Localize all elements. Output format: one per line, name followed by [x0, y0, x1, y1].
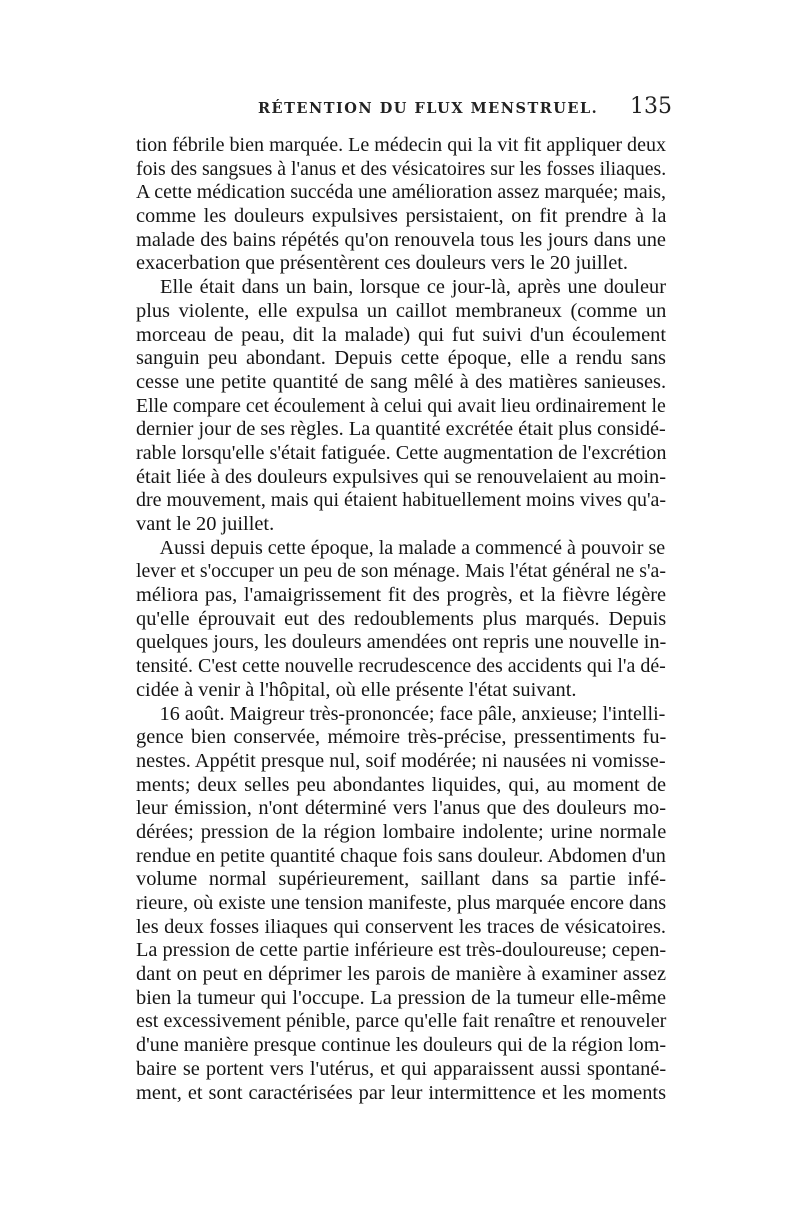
text-line: La pression de cette partie inférieure est très-douloureuse; cepen- [136, 939, 667, 962]
text-line: rieure, où existe une tension manifeste, plus marquée encore dans [136, 892, 667, 914]
paragraph [136, 134, 666, 276]
running-head [136, 92, 672, 128]
page-number: 135 [630, 94, 672, 119]
text-line: qu'elle éprouvait eut des redoublements plus marqués. Depuis [136, 607, 667, 630]
text-line: vant le 20 juillet. [136, 513, 275, 535]
text-line: leur émission, n'ont déterminé vers l'anus que des douleurs mo- [136, 797, 666, 820]
text-line: cesse une petite quantité de sang mêlé à des matières sanieuses. [136, 370, 667, 393]
text-line: cidée à venir à l'hôpital, où elle présente l'état suivant. [136, 678, 577, 701]
text-line: ment, et sont caractérisées par leur intermittence et les moments [136, 1081, 667, 1104]
text-line: méliora pas, l'amaigrissement fit des progrès, et la fièvre légère [136, 584, 667, 607]
text-line: d'une manière presque continue les douleurs qui de la région lom- [136, 1034, 667, 1057]
text-line: tensité. C'est cette nouvelle recrudescence des accidents qui l'a dé- [136, 655, 666, 678]
text-line: tion fébrile bien marquée. Le médecin qui la vit fit appliquer deux [136, 134, 667, 156]
text-line: 16 août. Maigreur très-prononcée; face pâle, anxieuse; l'intelli- [159, 702, 666, 725]
text-line: lever et s'occuper un peu de son ménage. Mais l'état général ne s'a- [136, 560, 666, 583]
paragraph [136, 537, 666, 703]
text-line: dant on peut en déprimer les parois de manière à examiner assez [136, 963, 666, 986]
paragraph [136, 703, 666, 1106]
text-line: dérées; pression de la région lombaire indolente; urine normale [136, 820, 667, 843]
body-text [136, 134, 666, 1105]
running-title: RÉTENTION DU FLUX MENSTRUEL. [258, 100, 599, 117]
text-line: Elle était dans un bain, lorsque ce jour-là, après une douleur [160, 276, 666, 299]
text-line: nestes. Appétit presque nul, soif modérée; ni nausées ni vomisse- [136, 749, 666, 772]
text-line: fois des sangsues à l'anus et des vésicatoires sur les fosses iliaques. [136, 157, 667, 180]
text-line: quelques jours, les douleurs amendées ont repris une nouvelle in- [136, 631, 667, 654]
text-line: volume normal supérieurement, saillant dans sa partie infé- [136, 868, 666, 891]
text-line: exacerbation que présentèrent ces douleurs vers le 20 juillet. [136, 252, 629, 275]
text-line: plus violente, elle expulsa un caillot membraneux (comme un [136, 299, 667, 322]
text-line: sanguin peu abondant. Depuis cette époque, elle a rendu sans [136, 347, 666, 370]
text-line: ments; deux selles peu abondantes liquides, qui, au moment de [136, 773, 666, 796]
text-line: rable lorsqu'elle s'était fatiguée. Cette augmentation de l'excrétion [136, 441, 667, 464]
text-line: dre mouvement, mais qui étaient habituellement moins vives qu'a- [136, 489, 667, 512]
text-line: les deux fosses iliaques qui conservent les traces de vésicatoires. [136, 915, 666, 938]
text-line: comme les douleurs expulsives persistaient, on fit prendre à la [136, 205, 667, 228]
text-line: A cette médication succéda une amélioration assez marquée; mais, [136, 181, 666, 204]
paragraph [136, 276, 666, 537]
text-line: morceau de peau, dit la malade) qui fut suivi d'un écoulement [136, 323, 666, 346]
text-line: malade des bains répétés qu'on renouvela tous les jours dans une [136, 228, 666, 251]
text-line: était liée à des douleurs expulsives qui se renouvelaient au moin- [136, 465, 666, 488]
text-line: baire se portent vers l'utérus, et qui apparaissent aussi spontané- [136, 1057, 667, 1080]
text-line: rendue en petite quantité chaque fois sans douleur. Abdomen d'un [136, 844, 666, 867]
text-line: Aussi depuis cette époque, la malade a commencé à pouvoir se [159, 536, 666, 559]
text-line: Elle compare cet écoulement à celui qui avait lieu ordinairement le [136, 394, 666, 417]
text-line: gence bien conservée, mémoire très-précise, pressentiments fu- [136, 726, 667, 749]
text-line: est excessivement pénible, parce qu'elle fait renaître et renouveler [136, 1010, 667, 1033]
text-line: dernier jour de ses règles. La quantité excrétée était plus considé- [136, 418, 666, 441]
text-line: bien la tumeur qui l'occupe. La pression de la tumeur elle-même [136, 986, 667, 1009]
book-page [136, 92, 672, 1105]
